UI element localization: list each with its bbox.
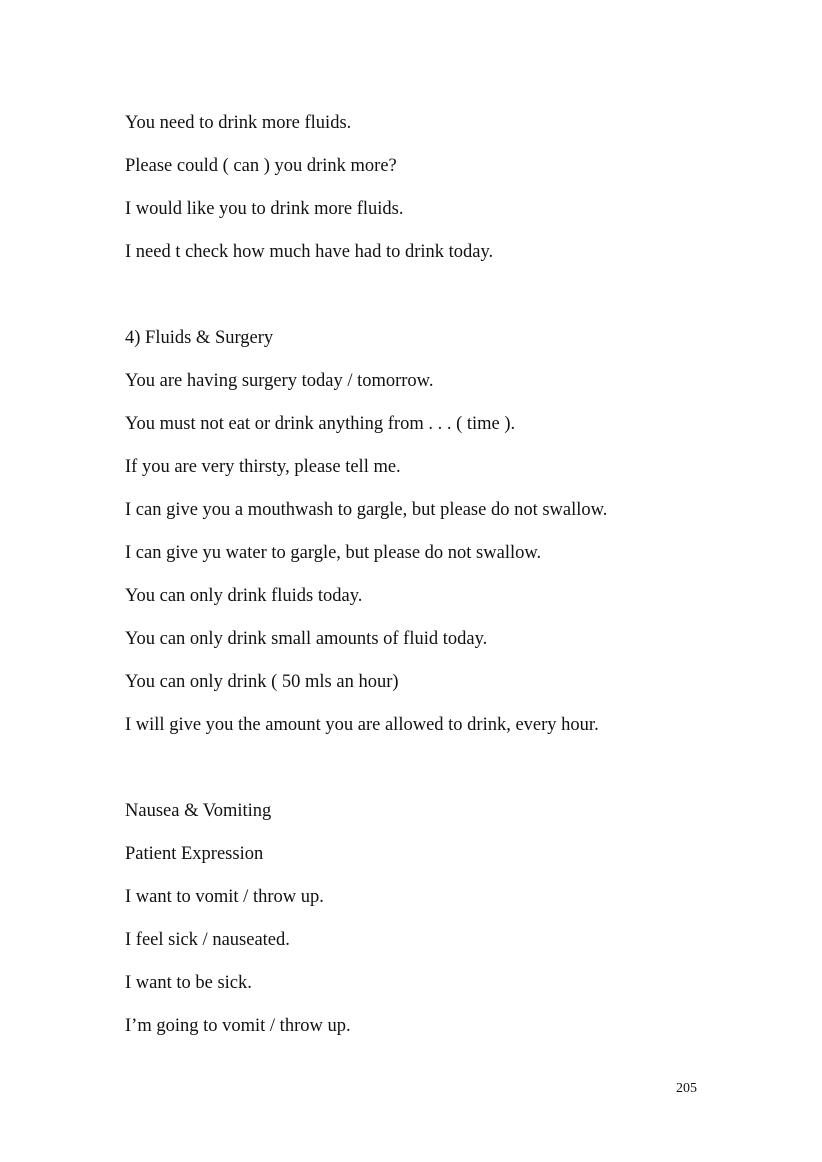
text-line: If you are very thirsty, please tell me. <box>125 457 401 477</box>
section-heading-nausea-vomiting: Nausea & Vomiting <box>125 801 272 821</box>
text-line: You are having surgery today / tomorrow. <box>125 371 434 391</box>
text-line: I’m going to vomit / throw up. <box>125 1016 351 1036</box>
text-line: I can give you a mouthwash to gargle, but please do not swallow. <box>125 500 608 520</box>
subheading-patient-expression: Patient Expression <box>125 844 264 864</box>
text-line: I can give yu water to gargle, but please do not swallow. <box>125 543 542 563</box>
section-heading-fluids-surgery: 4) Fluids & Surgery <box>125 328 274 348</box>
text-line: You can only drink small amounts of fluid today. <box>125 629 488 649</box>
text-line: You need to drink more fluids. <box>125 113 352 133</box>
text-line: I want to vomit / throw up. <box>125 887 324 907</box>
text-line: I will give you the amount you are allowed to drink, every hour. <box>125 715 599 735</box>
text-line: I feel sick / nauseated. <box>125 930 290 950</box>
text-line: Please could ( can ) you drink more? <box>125 156 397 176</box>
text-line: I would like you to drink more fluids. <box>125 199 404 219</box>
text-line: I need t check how much have had to drink today. <box>125 242 494 262</box>
text-line: You can only drink ( 50 mls an hour) <box>125 672 399 692</box>
page-number: 205 <box>676 1081 697 1096</box>
text-line: You must not eat or drink anything from . . . ( time ). <box>125 414 516 434</box>
text-line: I want to be sick. <box>125 973 252 993</box>
text-line: You can only drink fluids today. <box>125 586 363 606</box>
